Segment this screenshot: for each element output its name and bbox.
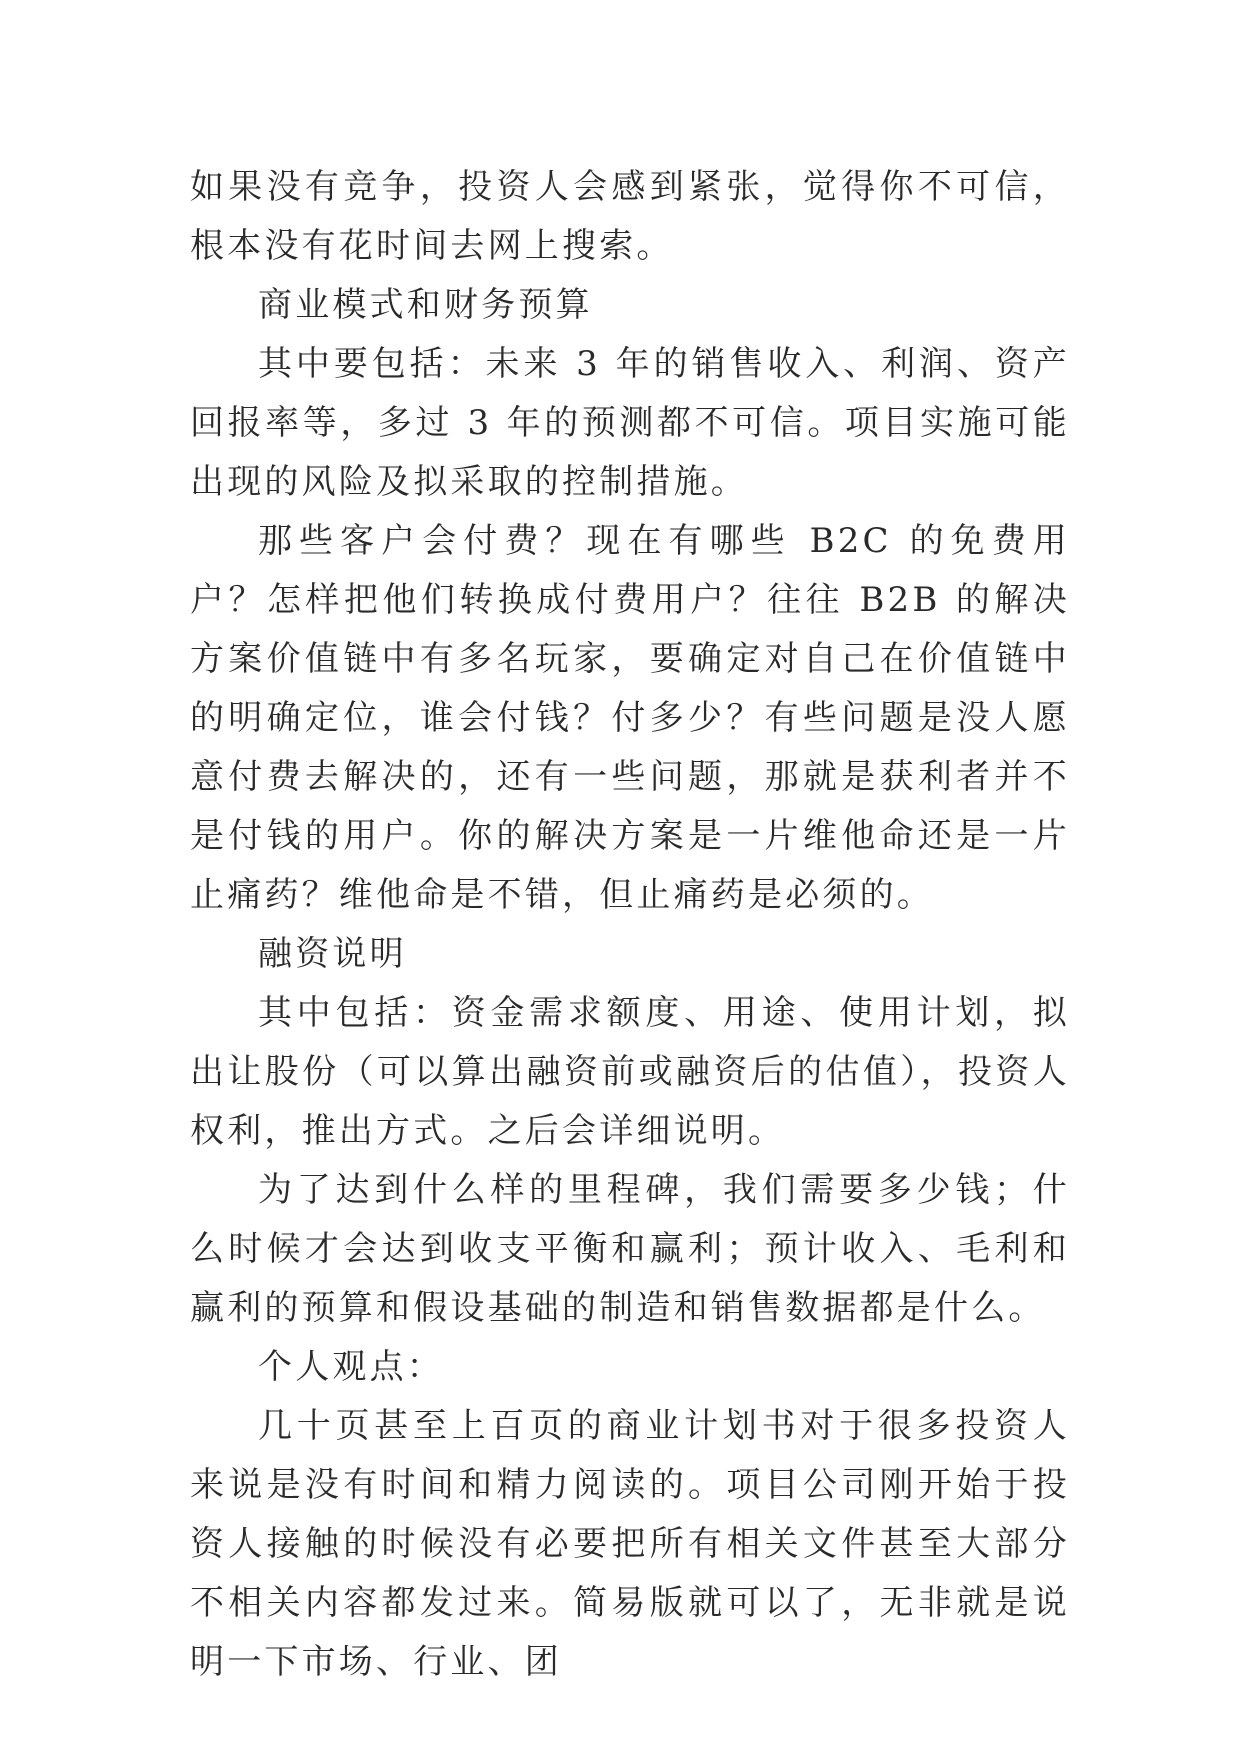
section-heading: 个人观点： [258,1347,444,1387]
paragraph: 其中包括：资金需求额度、用途、使用计划，拟出让股份（可以算出融资前或融资后的估值），投资人权利，推出方式。之后会详细说明。 [190,993,1070,1151]
document-body [190,158,1070,1692]
paragraph: 如果没有竞争，投资人会感到紧张，觉得你不可信，根本没有花时间去网上搜索。 [190,167,1070,266]
paragraph: 为了达到什么样的里程碑，我们需要多少钱；什么时候才会达到收支平衡和赢利；预计收入、毛利和赢利的预算和假设基础的制造和销售数据都是什么。 [190,1170,1070,1328]
section-heading: 商业模式和财务预算 [258,285,593,325]
section-heading: 融资说明 [258,934,407,974]
paragraph: 其中要包括：未来 3 年的销售收入、利润、资产回报率等，多过 3 年的预测都不可信。项目实施可能出现的风险及拟采取的控制措施。 [190,344,1070,502]
paragraph: 那些客户会付费？现在有哪些 B2C 的免费用户？怎样把他们转换成付费用户？往往 B2B 的解决方案价值链中有多名玩家，要确定对自己在价值链中的明确定位，谁会付钱？付多少？有些问题是没人愿意付费去解决的，还有一些问题，那就是获利者并不是付钱的用户。你的解决方案是一片维他命还是一片止痛药？维他命是不错，但止痛药是必须的。 [190,521,1070,915]
paragraph: 几十页甚至上百页的商业计划书对于很多投资人来说是没有时间和精力阅读的。项目公司刚开始于投资人接触的时候没有必要把所有相关文件甚至大部分不相关内容都发过来。简易版就可以了，无非就是说明一下市场、行业、团 [190,1406,1070,1682]
